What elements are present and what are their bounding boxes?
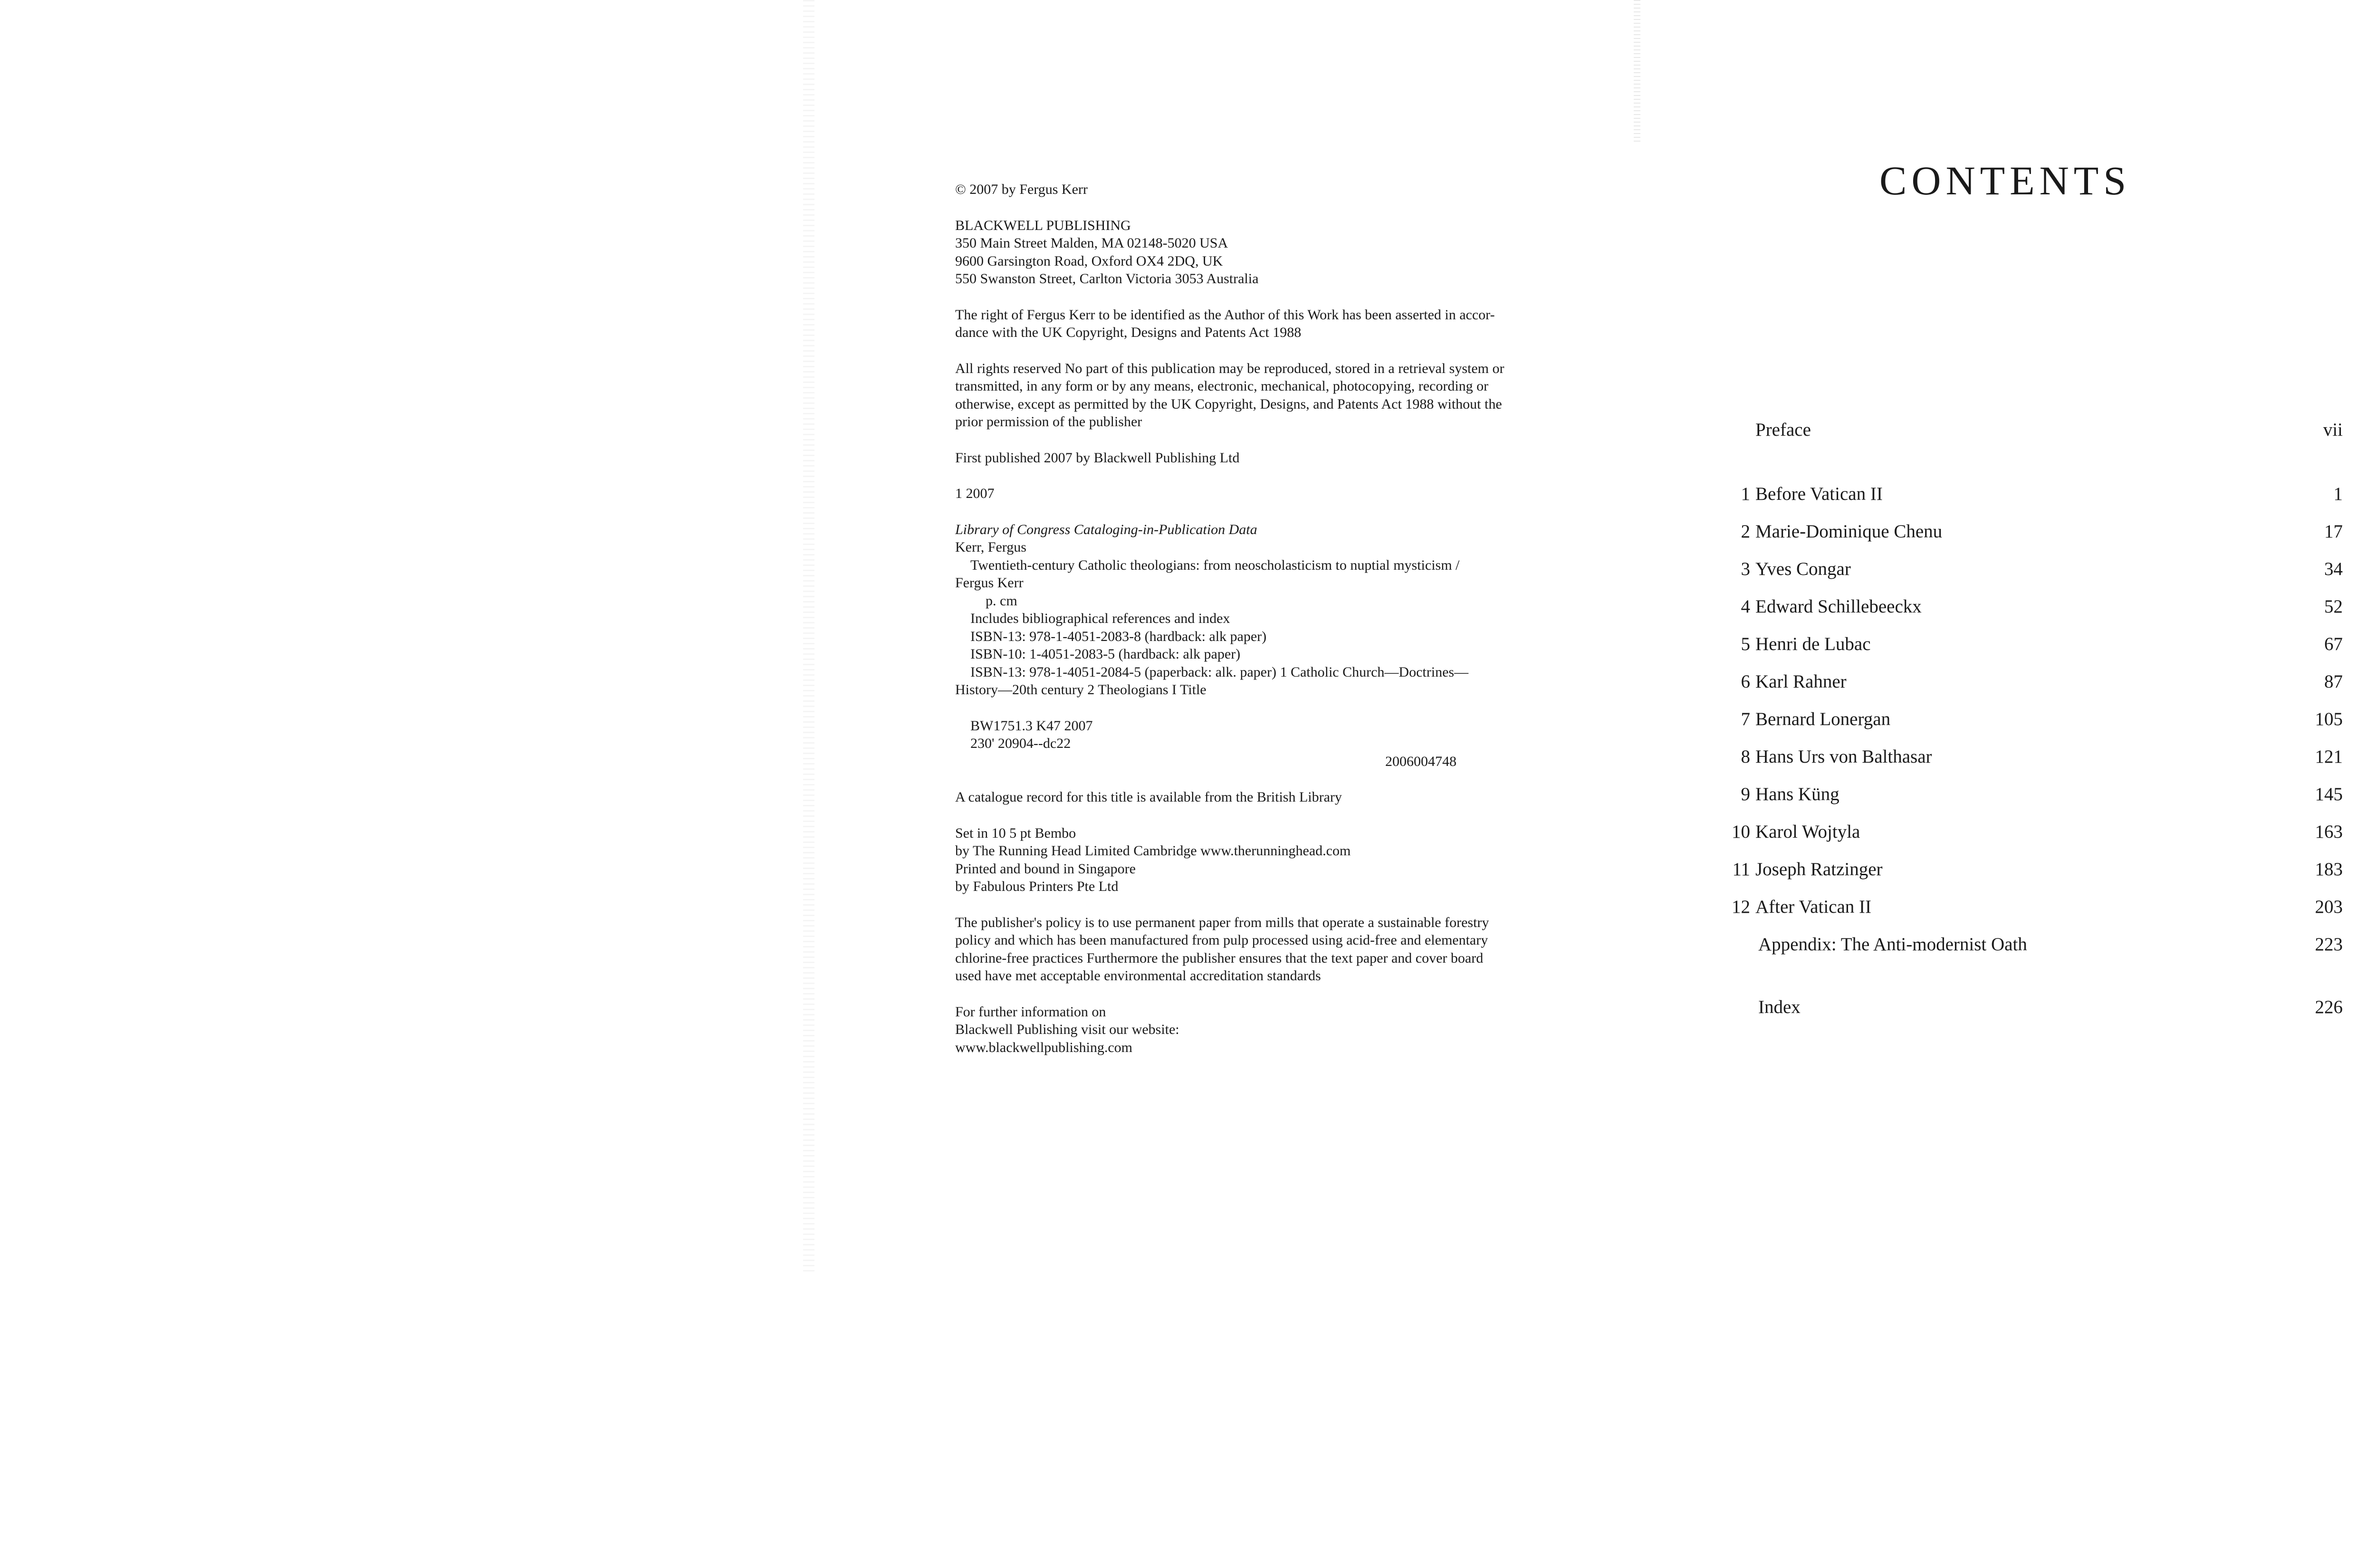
toc-title: Before Vatican II bbox=[1755, 484, 1883, 504]
toc-entry bbox=[1706, 555, 2343, 583]
cip-title: Twentieth-century Catholic theologians: from neoscholasticism to nuptial mysticism / bbox=[970, 557, 1460, 573]
toc-entry bbox=[1706, 593, 2343, 621]
toc-page-number: 67 bbox=[2324, 634, 2343, 654]
toc-number: 6 bbox=[1741, 671, 1750, 692]
cip-pagination: p. cm bbox=[986, 593, 1017, 609]
toc-number: 10 bbox=[1732, 822, 1750, 842]
cip-subjects: History—20th century 2 Theologians I Title bbox=[955, 682, 1207, 698]
first-published-line: First published 2007 by Blackwell Publishing Ltd bbox=[955, 449, 1240, 466]
toc-title: Henri de Lubac bbox=[1755, 634, 1871, 654]
typesetting-line: Set in 10 5 pt Bembo bbox=[955, 825, 1076, 841]
toc-title: Karol Wojtyla bbox=[1755, 822, 1860, 842]
toc-page-number: 163 bbox=[2315, 822, 2343, 842]
rights-reserved-line: transmitted, in any form or by any means, electronic, mechanical, photocopying, recording or bbox=[955, 378, 1489, 394]
toc-number: 4 bbox=[1741, 596, 1750, 617]
publisher-block bbox=[955, 217, 1587, 288]
publisher-address-us: 350 Main Street Malden, MA 02148-5020 USA bbox=[955, 235, 1228, 251]
toc-title: Hans Küng bbox=[1755, 784, 1839, 804]
publisher-name: BLACKWELL PUBLISHING bbox=[955, 217, 1131, 233]
toc-page-number: 87 bbox=[2324, 671, 2343, 692]
toc-title: Marie-Dominique Chenu bbox=[1755, 521, 1943, 542]
cip-isbn: ISBN-13: 978-1-4051-2084-5 (paperback: alk. paper) 1 Catholic Church—Doctrines— bbox=[970, 664, 1469, 680]
cip-title-cont: Fergus Kerr bbox=[955, 575, 1024, 591]
toc-title: Preface bbox=[1755, 420, 1811, 440]
toc-entry bbox=[1706, 480, 2343, 508]
toc-page-number: 145 bbox=[2315, 784, 2343, 804]
toc-entry bbox=[1706, 893, 2343, 921]
toc-number: 8 bbox=[1741, 746, 1750, 767]
cip-isbn: ISBN-13: 978-1-4051-2083-8 (hardback: alk paper) bbox=[970, 628, 1267, 644]
rights-asserted bbox=[955, 306, 1587, 342]
rights-reserved bbox=[955, 360, 1587, 431]
rights-asserted-line: dance with the UK Copyright, Designs and Patents Act 1988 bbox=[955, 325, 1302, 340]
policy-line: used have met acceptable environmental accreditation standards bbox=[955, 968, 1321, 984]
first-published bbox=[955, 449, 1587, 467]
toc-page-number: 223 bbox=[2315, 934, 2343, 955]
paper-policy bbox=[955, 914, 1587, 985]
toc-entry bbox=[1706, 780, 2343, 809]
copyright-page bbox=[955, 181, 1587, 1074]
further-info bbox=[955, 1003, 1587, 1057]
catalogue-record-line: A catalogue record for this title is available from the British Library bbox=[955, 789, 1342, 805]
policy-line: chlorine-free practices Furthermore the publisher ensures that the text paper and cover board bbox=[955, 950, 1484, 966]
typesetting-line: by Fabulous Printers Pte Ltd bbox=[955, 879, 1119, 894]
toc-page-number: 17 bbox=[2324, 521, 2343, 542]
cip-data bbox=[955, 521, 1587, 699]
publisher-address-uk: 9600 Garsington Road, Oxford OX4 2DQ, UK bbox=[955, 253, 1223, 269]
toc-number: 9 bbox=[1741, 784, 1750, 804]
toc-page-number: 183 bbox=[2315, 859, 2343, 880]
toc-number: 2 bbox=[1741, 521, 1750, 542]
website-url: www.blackwellpublishing.com bbox=[955, 1039, 1132, 1055]
toc-entry bbox=[1706, 743, 2343, 771]
publisher-address-au: 550 Swanston Street, Carlton Victoria 3053 Australia bbox=[955, 271, 1259, 287]
lc-classification: BW1751.3 K47 2007 bbox=[970, 717, 1093, 734]
toc-number: 1 bbox=[1741, 484, 1750, 504]
typesetting-block bbox=[955, 824, 1587, 896]
toc-page-number: vii bbox=[2323, 420, 2343, 440]
toc-title: Karl Rahner bbox=[1755, 671, 1847, 692]
further-info-line: Blackwell Publishing visit our website: bbox=[955, 1022, 1179, 1037]
toc-entry-appendix bbox=[1706, 930, 2343, 959]
toc-title: Yves Congar bbox=[1755, 559, 1851, 579]
printing-number: 1 2007 bbox=[955, 486, 995, 501]
toc-page-number: 1 bbox=[2333, 484, 2343, 504]
typesetting-line: by The Running Head Limited Cambridge www.therunninghead.com bbox=[955, 843, 1351, 859]
contents-title: CONTENTS bbox=[1879, 158, 2131, 203]
toc-page-number: 52 bbox=[2324, 596, 2343, 617]
rights-asserted-line: The right of Fergus Kerr to be identified as the Author of this Work has been asserted in accor- bbox=[955, 306, 1495, 323]
toc-entry bbox=[1706, 705, 2343, 734]
toc-number: 12 bbox=[1732, 897, 1750, 917]
toc-title: After Vatican II bbox=[1755, 897, 1871, 917]
toc-page-number: 105 bbox=[2315, 709, 2343, 729]
toc-page-number: 226 bbox=[2315, 997, 2343, 1017]
toc-entry-preface bbox=[1706, 416, 2343, 444]
rights-reserved-line: All rights reserved No part of this publication may be reproduced, stored in a retrieval system or bbox=[955, 360, 1504, 376]
scan-gutter-shadow bbox=[803, 0, 814, 1273]
toc-page-number: 203 bbox=[2315, 897, 2343, 917]
printing-line bbox=[955, 485, 1587, 503]
toc-title: Joseph Ratzinger bbox=[1755, 859, 1883, 880]
toc-title: Edward Schillebeeckx bbox=[1755, 596, 1922, 617]
further-info-line: For further information on bbox=[955, 1004, 1106, 1020]
cip-heading: Library of Congress Cataloging-in-Publication Data bbox=[955, 521, 1257, 537]
toc-entry bbox=[1706, 517, 2343, 546]
cip-author: Kerr, Fergus bbox=[955, 539, 1026, 555]
toc-page-number: 34 bbox=[2324, 559, 2343, 579]
typesetting-line: Printed and bound in Singapore bbox=[955, 860, 1136, 877]
dewey-classification: 230' 20904--dc22 bbox=[970, 736, 1071, 751]
contents-page bbox=[1706, 0, 2343, 1568]
toc-title: Bernard Lonergan bbox=[1755, 709, 1891, 729]
policy-line: The publisher's policy is to use permanent paper from mills that operate a sustainable forestry bbox=[955, 914, 1489, 930]
classification-block bbox=[955, 717, 1587, 771]
lccn-number: 2006004748 bbox=[1385, 753, 1456, 769]
scan-center-shadow bbox=[1634, 0, 1640, 143]
toc-entry bbox=[1706, 630, 2343, 659]
toc-title: Hans Urs von Balthasar bbox=[1755, 746, 1932, 767]
toc-page-number: 121 bbox=[2315, 746, 2343, 767]
catalogue-record bbox=[955, 788, 1587, 806]
policy-line: policy and which has been manufactured from pulp processed using acid-free and elementary bbox=[955, 932, 1488, 948]
toc-entry bbox=[1706, 855, 2343, 884]
toc-number: 5 bbox=[1741, 634, 1750, 654]
rights-reserved-line: otherwise, except as permitted by the UK Copyright, Designs, and Patents Act 1988 without the bbox=[955, 396, 1502, 412]
toc-entry bbox=[1706, 818, 2343, 846]
copyright-line: © 2007 by Fergus Kerr bbox=[955, 182, 1088, 197]
toc-number: 11 bbox=[1732, 859, 1750, 880]
toc-title: Index bbox=[1758, 997, 1801, 1017]
toc-number: 3 bbox=[1741, 559, 1750, 579]
toc-entry-index bbox=[1706, 993, 2343, 1022]
cip-isbn: ISBN-10: 1-4051-2083-5 (hardback: alk paper) bbox=[970, 646, 1241, 662]
toc-title: Appendix: The Anti-modernist Oath bbox=[1758, 934, 2027, 955]
rights-reserved-line: prior permission of the publisher bbox=[955, 414, 1142, 430]
toc-number: 7 bbox=[1741, 709, 1750, 729]
copyright-notice bbox=[955, 181, 1587, 199]
cip-includes: Includes bibliographical references and index bbox=[970, 611, 1230, 626]
toc-entry bbox=[1706, 668, 2343, 696]
